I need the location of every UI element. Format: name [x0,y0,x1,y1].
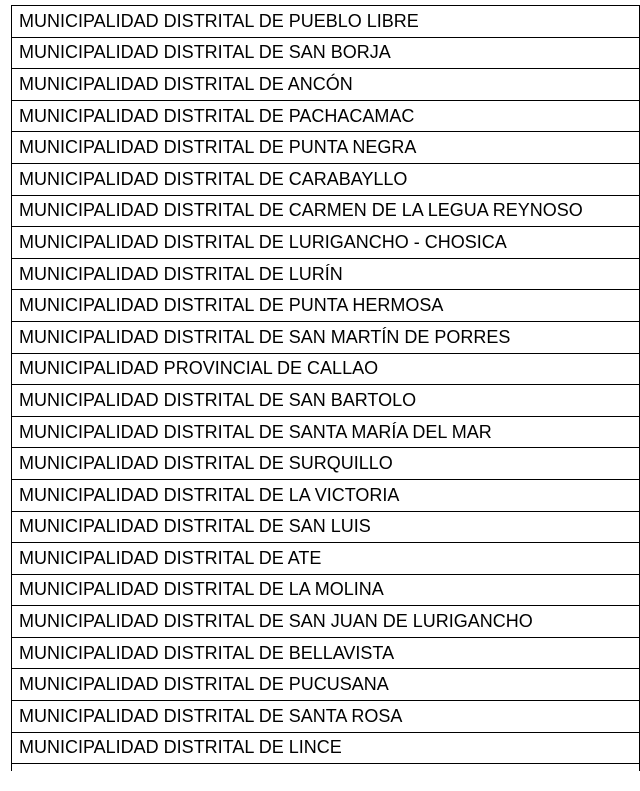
table-row: MUNICIPALIDAD DISTRITAL DE PUCUSANA [12,668,639,700]
table-row: MUNICIPALIDAD DISTRITAL DE SAN LUIS [12,511,639,543]
table-row: MUNICIPALIDAD DISTRITAL DE LINCE [12,732,639,764]
table-row: MUNICIPALIDAD DISTRITAL DE SAN JUAN DE LURIGANCHO [12,605,639,637]
table-row: MUNICIPALIDAD DISTRITAL DE LA MOLINA [12,574,639,606]
table-row: MUNICIPALIDAD DISTRITAL DE SANTA ROSA [12,700,639,732]
table-row: MUNICIPALIDAD DISTRITAL DE ANCÓN [12,68,639,100]
table-row: MUNICIPALIDAD DISTRITAL DE LA VICTORIA [12,479,639,511]
table-row-partial [12,763,639,771]
table-row: MUNICIPALIDAD DISTRITAL DE SANTA MARÍA DEL MAR [12,416,639,448]
table-row: MUNICIPALIDAD DISTRITAL DE PUNTA HERMOSA [12,289,639,321]
table-row: MUNICIPALIDAD DISTRITAL DE PUEBLO LIBRE [12,5,639,37]
table-row: MUNICIPALIDAD DISTRITAL DE SAN BORJA [12,37,639,69]
table-row: MUNICIPALIDAD DISTRITAL DE LURÍN [12,258,639,290]
table-row: MUNICIPALIDAD DISTRITAL DE SURQUILLO [12,447,639,479]
table-row: MUNICIPALIDAD DISTRITAL DE SAN BARTOLO [12,384,639,416]
table-row: MUNICIPALIDAD DISTRITAL DE CARMEN DE LA LEGUA REYNOSO [12,195,639,227]
table-row: MUNICIPALIDAD PROVINCIAL DE CALLAO [12,353,639,385]
table-row: MUNICIPALIDAD DISTRITAL DE PACHACAMAC [12,100,639,132]
municipalities-table [11,5,640,771]
table-row: MUNICIPALIDAD DISTRITAL DE SAN MARTÍN DE PORRES [12,321,639,353]
table-row: MUNICIPALIDAD DISTRITAL DE CARABAYLLO [12,163,639,195]
table-row: MUNICIPALIDAD DISTRITAL DE ATE [12,542,639,574]
table-row: MUNICIPALIDAD DISTRITAL DE BELLAVISTA [12,637,639,669]
table-row: MUNICIPALIDAD DISTRITAL DE PUNTA NEGRA [12,131,639,163]
table-row: MUNICIPALIDAD DISTRITAL DE LURIGANCHO - CHOSICA [12,226,639,258]
